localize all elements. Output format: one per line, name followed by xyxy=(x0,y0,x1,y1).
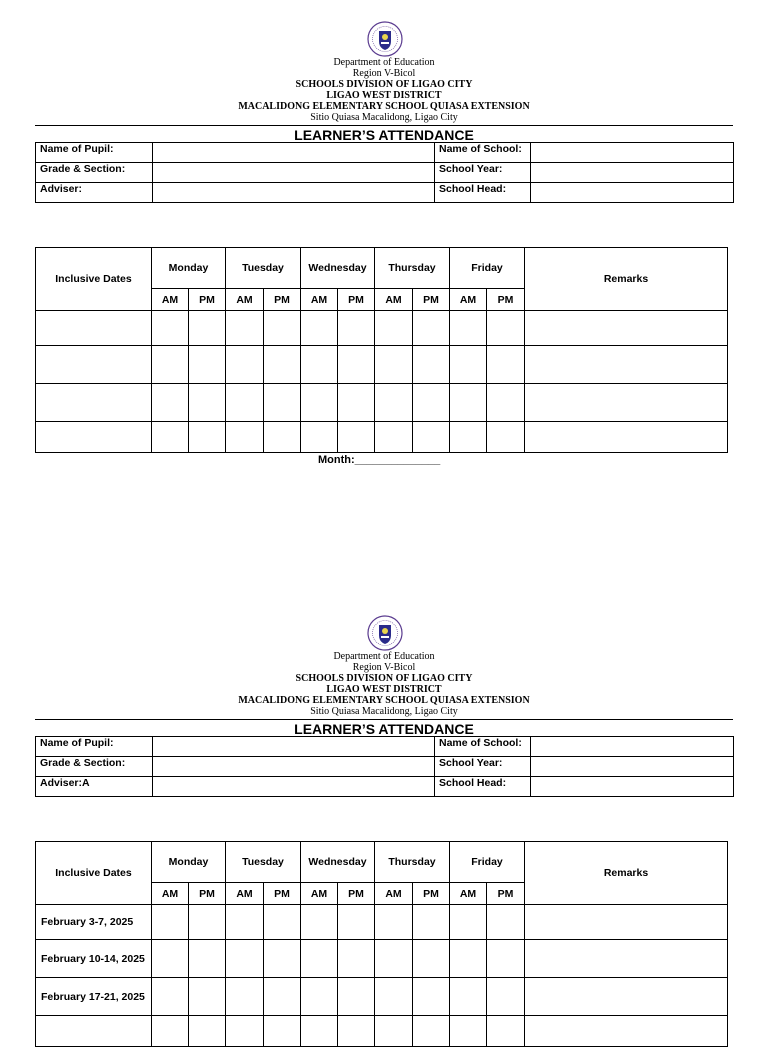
wed-am-cell[interactable] xyxy=(301,346,338,384)
am-header: AM xyxy=(226,289,264,311)
am-header: AM xyxy=(226,883,264,905)
wed-am-cell[interactable] xyxy=(301,384,338,422)
mon-pm-cell[interactable] xyxy=(189,346,226,384)
am-header: AM xyxy=(152,883,189,905)
am-header: AM xyxy=(301,289,338,311)
date-cell[interactable] xyxy=(36,346,152,384)
grade-section-label: Grade & Section: xyxy=(36,757,153,777)
attendance-row xyxy=(36,384,728,422)
am-header: AM xyxy=(152,289,189,311)
fri-pm-cell[interactable] xyxy=(487,978,525,1016)
wed-pm-cell[interactable] xyxy=(338,940,375,978)
attendance-form-1 xyxy=(0,0,768,470)
wed-pm-cell[interactable] xyxy=(338,384,375,422)
thu-am-cell[interactable] xyxy=(375,422,413,453)
wed-am-cell[interactable] xyxy=(301,940,338,978)
tue-am-cell[interactable] xyxy=(226,978,264,1016)
wed-pm-cell[interactable] xyxy=(338,346,375,384)
thu-pm-cell[interactable] xyxy=(413,1016,450,1047)
remarks-cell[interactable] xyxy=(525,311,728,346)
mon-pm-cell[interactable] xyxy=(189,422,226,453)
date-cell[interactable] xyxy=(36,422,152,453)
wed-pm-cell[interactable] xyxy=(338,1016,375,1047)
pm-header: PM xyxy=(413,289,450,311)
date-cell[interactable]: February 10-14, 2025 xyxy=(36,940,152,978)
name-of-pupil-field[interactable] xyxy=(153,143,435,163)
name-of-pupil-label: Name of Pupil: xyxy=(36,737,153,757)
pm-header: PM xyxy=(487,289,525,311)
mon-am-cell[interactable] xyxy=(152,1016,189,1047)
day-header-tuesday: Tuesday xyxy=(226,842,301,883)
wed-pm-cell[interactable] xyxy=(338,311,375,346)
info-table xyxy=(35,736,734,797)
date-cell[interactable] xyxy=(36,384,152,422)
attendance-row xyxy=(36,1016,728,1047)
wed-am-cell[interactable] xyxy=(301,905,338,940)
remarks-cell[interactable] xyxy=(525,346,728,384)
school-head-label: School Head: xyxy=(435,183,531,203)
fri-am-cell[interactable] xyxy=(450,384,487,422)
school-year-label: School Year: xyxy=(435,757,531,777)
name-of-school-field[interactable] xyxy=(531,143,734,163)
date-cell[interactable]: February 3-7, 2025 xyxy=(36,905,152,940)
adviser-label: Adviser:A xyxy=(36,777,153,797)
thu-pm-cell[interactable] xyxy=(413,978,450,1016)
day-header-friday: Friday xyxy=(450,248,525,289)
fri-pm-cell[interactable] xyxy=(487,940,525,978)
fri-pm-cell[interactable] xyxy=(487,311,525,346)
form-title: LEARNER’S ATTENDANCE xyxy=(294,127,474,143)
dept-line: Department of Education xyxy=(333,651,435,662)
mon-am-cell[interactable] xyxy=(152,346,189,384)
pm-header: PM xyxy=(413,883,450,905)
tue-am-cell[interactable] xyxy=(226,311,264,346)
thu-am-cell[interactable] xyxy=(375,384,413,422)
school-line: MACALIDONG ELEMENTARY SCHOOL QUIASA EXTENSION xyxy=(238,101,530,112)
day-header-friday: Friday xyxy=(450,842,525,883)
grade-section-field[interactable] xyxy=(153,757,435,777)
fri-am-cell[interactable] xyxy=(450,311,487,346)
day-header-thursday: Thursday xyxy=(375,842,450,883)
school-head-field[interactable] xyxy=(531,183,734,203)
wed-am-cell[interactable] xyxy=(301,978,338,1016)
thu-am-cell[interactable] xyxy=(375,311,413,346)
mon-am-cell[interactable] xyxy=(152,905,189,940)
dept-line: Department of Education xyxy=(333,57,435,68)
fri-am-cell[interactable] xyxy=(450,978,487,1016)
attendance-row xyxy=(36,422,728,453)
am-header: AM xyxy=(375,289,413,311)
pm-header: PM xyxy=(189,289,226,311)
attendance-row xyxy=(36,978,728,1016)
pm-header: PM xyxy=(189,883,226,905)
region-line: Region V-Bicol xyxy=(352,662,416,673)
fri-am-cell[interactable] xyxy=(450,422,487,453)
inclusive-dates-header: Inclusive Dates xyxy=(36,842,152,905)
remarks-cell[interactable] xyxy=(525,905,728,940)
address-line: Sitio Quiasa Macalidong, Ligao City xyxy=(310,706,458,717)
thu-pm-cell[interactable] xyxy=(413,940,450,978)
tue-pm-cell[interactable] xyxy=(264,311,301,346)
name-of-school-label: Name of School: xyxy=(435,143,531,163)
name-of-pupil-label: Name of Pupil: xyxy=(36,143,153,163)
attendance-row xyxy=(36,940,728,978)
attendance-form-2 xyxy=(0,594,768,1064)
deped-seal-icon xyxy=(367,21,403,57)
letterhead xyxy=(0,651,768,717)
mon-pm-cell[interactable] xyxy=(189,905,226,940)
day-header-thursday: Thursday xyxy=(375,248,450,289)
thu-am-cell[interactable] xyxy=(375,940,413,978)
fri-pm-cell[interactable] xyxy=(487,422,525,453)
am-header: AM xyxy=(301,883,338,905)
day-header-wednesday: Wednesday xyxy=(301,248,375,289)
thu-pm-cell[interactable] xyxy=(413,384,450,422)
name-of-pupil-field[interactable] xyxy=(153,737,435,757)
tue-am-cell[interactable] xyxy=(226,905,264,940)
district-line: LIGAO WEST DISTRICT xyxy=(326,684,442,695)
adviser-field[interactable] xyxy=(153,777,435,797)
inclusive-dates-header: Inclusive Dates xyxy=(36,248,152,311)
mon-pm-cell[interactable] xyxy=(189,940,226,978)
days-header-row xyxy=(36,842,728,883)
thu-am-cell[interactable] xyxy=(375,1016,413,1047)
day-header-monday: Monday xyxy=(152,248,226,289)
tue-pm-cell[interactable] xyxy=(264,1016,301,1047)
wed-pm-cell[interactable] xyxy=(338,978,375,1016)
days-header-row xyxy=(36,248,728,289)
fri-am-cell[interactable] xyxy=(450,905,487,940)
grade-section-field[interactable] xyxy=(153,163,435,183)
remarks-header: Remarks xyxy=(525,842,728,905)
attendance-row xyxy=(36,311,728,346)
deped-seal-icon xyxy=(367,615,403,651)
tue-pm-cell[interactable] xyxy=(264,422,301,453)
info-row xyxy=(36,777,734,797)
mon-am-cell[interactable] xyxy=(152,384,189,422)
tue-am-cell[interactable] xyxy=(226,346,264,384)
wed-am-cell[interactable] xyxy=(301,311,338,346)
adviser-field[interactable] xyxy=(153,183,435,203)
header-divider xyxy=(35,125,733,126)
tue-pm-cell[interactable] xyxy=(264,905,301,940)
region-line: Region V-Bicol xyxy=(352,68,416,79)
school-head-field[interactable] xyxy=(531,777,734,797)
attendance-row xyxy=(36,905,728,940)
day-header-wednesday: Wednesday xyxy=(301,842,375,883)
wed-am-cell[interactable] xyxy=(301,422,338,453)
address-line: Sitio Quiasa Macalidong, Ligao City xyxy=(310,112,458,123)
division-line: SCHOOLS DIVISION OF LIGAO CITY xyxy=(295,79,473,90)
mon-pm-cell[interactable] xyxy=(189,311,226,346)
tue-pm-cell[interactable] xyxy=(264,940,301,978)
info-table xyxy=(35,142,734,203)
am-header: AM xyxy=(450,289,487,311)
district-line: LIGAO WEST DISTRICT xyxy=(326,90,442,101)
thu-pm-cell[interactable] xyxy=(413,346,450,384)
school-year-field[interactable] xyxy=(531,163,734,183)
form-title: LEARNER’S ATTENDANCE xyxy=(294,721,474,737)
am-header: AM xyxy=(450,883,487,905)
fri-pm-cell[interactable] xyxy=(487,384,525,422)
tue-am-cell[interactable] xyxy=(226,422,264,453)
thu-am-cell[interactable] xyxy=(375,978,413,1016)
pm-header: PM xyxy=(264,289,301,311)
month-label: Month:______________ xyxy=(318,454,441,466)
fri-pm-cell[interactable] xyxy=(487,905,525,940)
tue-pm-cell[interactable] xyxy=(264,346,301,384)
mon-am-cell[interactable] xyxy=(152,422,189,453)
fri-pm-cell[interactable] xyxy=(487,1016,525,1047)
school-line: MACALIDONG ELEMENTARY SCHOOL QUIASA EXTENSION xyxy=(238,695,530,706)
date-cell[interactable]: February 17-21, 2025 xyxy=(36,978,152,1016)
attendance-table xyxy=(35,841,728,1047)
school-head-label: School Head: xyxy=(435,777,531,797)
fri-am-cell[interactable] xyxy=(450,346,487,384)
fri-am-cell[interactable] xyxy=(450,940,487,978)
pm-header: PM xyxy=(338,289,375,311)
school-year-field[interactable] xyxy=(531,757,734,777)
thu-pm-cell[interactable] xyxy=(413,422,450,453)
info-row xyxy=(36,143,734,163)
remarks-cell[interactable] xyxy=(525,978,728,1016)
letterhead xyxy=(0,57,768,123)
thu-am-cell[interactable] xyxy=(375,346,413,384)
info-row xyxy=(36,163,734,183)
tue-pm-cell[interactable] xyxy=(264,384,301,422)
day-header-tuesday: Tuesday xyxy=(226,248,301,289)
remarks-cell[interactable] xyxy=(525,940,728,978)
pm-header: PM xyxy=(338,883,375,905)
tue-am-cell[interactable] xyxy=(226,940,264,978)
attendance-table xyxy=(35,247,728,453)
mon-pm-cell[interactable] xyxy=(189,1016,226,1047)
date-cell[interactable] xyxy=(36,1016,152,1047)
mon-pm-cell[interactable] xyxy=(189,978,226,1016)
info-row xyxy=(36,737,734,757)
thu-pm-cell[interactable] xyxy=(413,311,450,346)
wed-am-cell[interactable] xyxy=(301,1016,338,1047)
header-divider xyxy=(35,719,733,720)
info-row xyxy=(36,183,734,203)
wed-pm-cell[interactable] xyxy=(338,905,375,940)
remarks-cell[interactable] xyxy=(525,1016,728,1047)
remarks-cell[interactable] xyxy=(525,384,728,422)
mon-pm-cell[interactable] xyxy=(189,384,226,422)
date-cell[interactable] xyxy=(36,311,152,346)
am-header: AM xyxy=(375,883,413,905)
fri-pm-cell[interactable] xyxy=(487,346,525,384)
mon-am-cell[interactable] xyxy=(152,940,189,978)
school-year-label: School Year: xyxy=(435,163,531,183)
remarks-cell[interactable] xyxy=(525,422,728,453)
mon-am-cell[interactable] xyxy=(152,311,189,346)
fri-am-cell[interactable] xyxy=(450,1016,487,1047)
adviser-label: Adviser: xyxy=(36,183,153,203)
grade-section-label: Grade & Section: xyxy=(36,163,153,183)
thu-am-cell[interactable] xyxy=(375,905,413,940)
attendance-row xyxy=(36,346,728,384)
tue-am-cell[interactable] xyxy=(226,384,264,422)
pm-header: PM xyxy=(264,883,301,905)
tue-am-cell[interactable] xyxy=(226,1016,264,1047)
mon-am-cell[interactable] xyxy=(152,978,189,1016)
remarks-header: Remarks xyxy=(525,248,728,311)
pm-header: PM xyxy=(487,883,525,905)
division-line: SCHOOLS DIVISION OF LIGAO CITY xyxy=(295,673,473,684)
tue-pm-cell[interactable] xyxy=(264,978,301,1016)
info-row xyxy=(36,757,734,777)
name-of-school-label: Name of School: xyxy=(435,737,531,757)
day-header-monday: Monday xyxy=(152,842,226,883)
thu-pm-cell[interactable] xyxy=(413,905,450,940)
wed-pm-cell[interactable] xyxy=(338,422,375,453)
name-of-school-field[interactable] xyxy=(531,737,734,757)
